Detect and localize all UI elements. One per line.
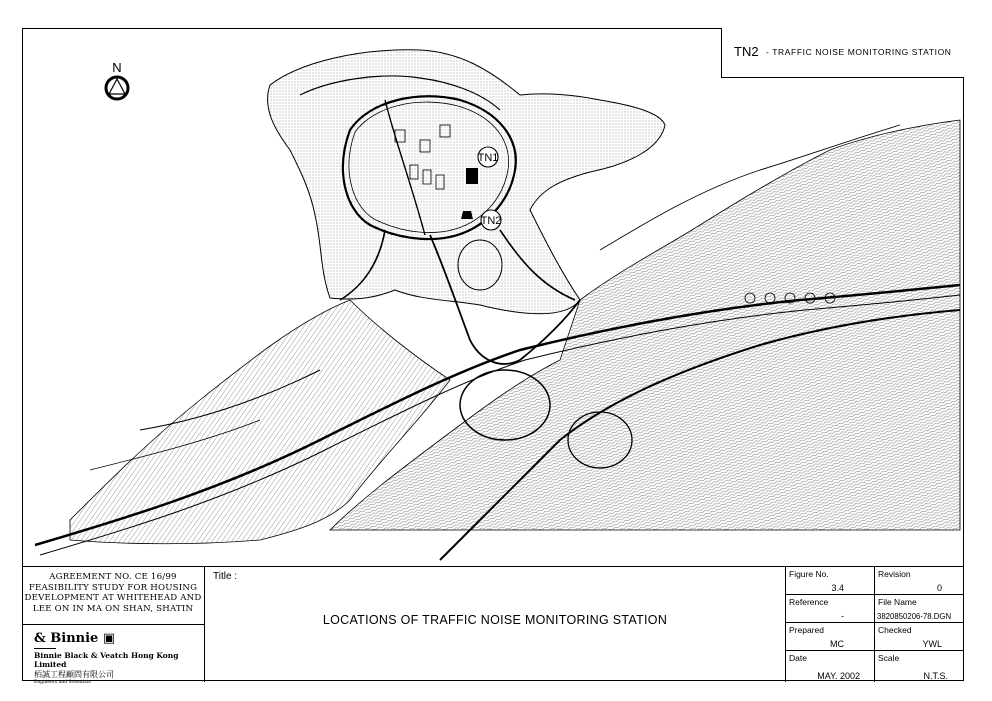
title-block [22,566,964,685]
drawing-title-cell [205,567,786,682]
reference-label: Reference [789,597,829,607]
date-value: MAY. 2002 [817,671,860,681]
project-line: DEVELOPMENT AT WHITEHEAD AND [24,593,202,603]
project-description [22,567,205,625]
file-name-value: 3820850206-78.DGN [877,612,952,621]
firm-name: Binnie [50,631,99,646]
figure-no-value: 3.4 [831,583,844,593]
building-solid [466,168,478,184]
checked-cell [875,623,964,651]
figure-no-label: Figure No. [789,569,829,579]
revision-label: Revision [878,569,911,579]
reference-cell [786,595,875,623]
firm-chinese-name: 栢誠工程顧問有限公司 [34,670,114,679]
station-tn2-label: TN2 [480,215,502,227]
drawing-title: LOCATIONS OF TRAFFIC NOISE MONITORING STATION [322,613,668,627]
prepared-value: MC [830,639,844,649]
project-line: FEASIBILITY STUDY FOR HOUSING [28,582,198,593]
date-cell [786,651,875,682]
date-label: Date [789,653,807,663]
firm-mark-icon: & [34,631,46,646]
prepared-label: Prepared [789,625,824,635]
scale-label: Scale [878,653,900,663]
revision-value: 0 [936,583,942,593]
checked-value: YWL [922,639,942,649]
legend-description: - TRAFFIC NOISE MONITORING STATION [766,47,952,57]
project-line: AGREEMENT NO. CE 16/99 [49,572,177,582]
revision-cell [875,567,964,595]
prepared-cell [786,623,875,651]
project-line: LEE ON IN MA ON SHAN, SHATIN [32,603,194,614]
title-label: Title : [213,571,238,582]
checked-label: Checked [878,625,912,635]
scale-cell [875,651,964,682]
file-name-cell [875,595,964,623]
legend [721,28,964,78]
reference-value: - [841,611,844,621]
station-tn1-marker [478,147,499,167]
scale-value: N.T.S. [923,671,948,681]
firm-logo [22,625,205,685]
north-letter: N [112,60,122,75]
firm-tagline: Engineers and Scientists [34,680,91,685]
firm-full-name: Binnie Black & Veatch Hong Kong Limited [34,651,179,669]
legend-code: TN2 [734,44,759,59]
bv-logo-icon: ▣ [102,631,116,646]
north-arrow [102,60,132,106]
figure-no-cell [786,567,875,595]
tn2-location-dot [461,211,473,219]
file-name-label: File Name [878,597,917,607]
station-tn1-label: TN1 [477,152,499,164]
north-arrow-icon [104,75,130,101]
